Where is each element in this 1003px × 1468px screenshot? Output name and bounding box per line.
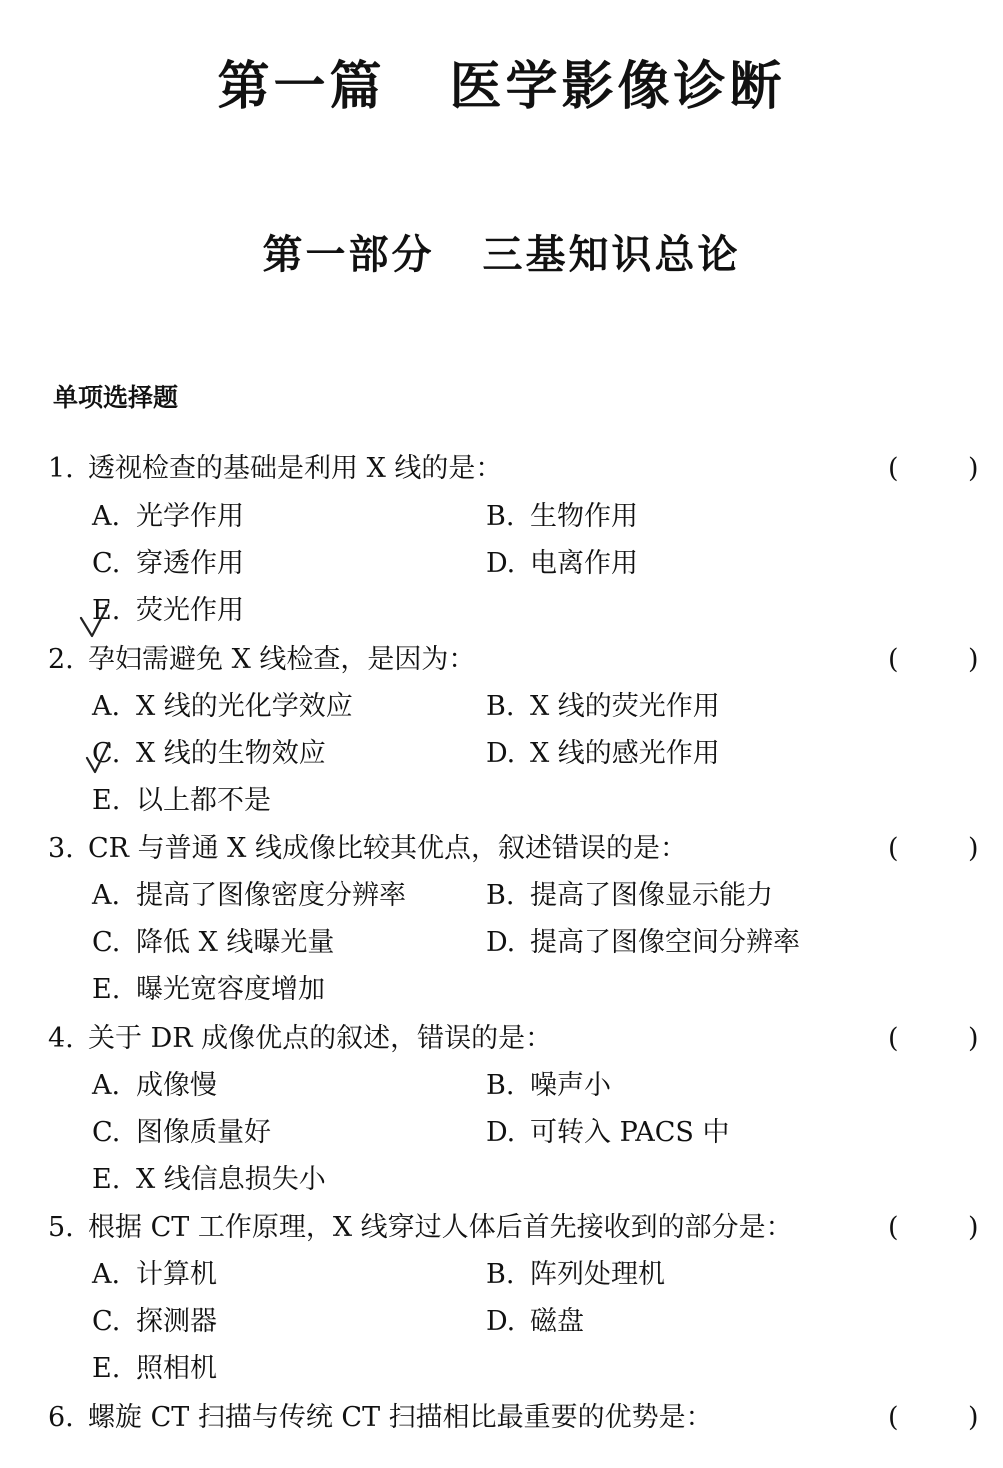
question-text: 关于 DR 成像优点的叙述，错误的是： (88, 1023, 553, 1054)
option-d: D. 提高了图像空间分辨率 (486, 927, 800, 958)
answer-blank[interactable]: ( ) (888, 453, 979, 484)
option-c: C. X 线的生物效应 (92, 738, 326, 769)
question-number: 6. (48, 1402, 74, 1433)
question-text: 螺旋 CT 扫描与传统 CT 扫描相比最重要的优势是： (88, 1402, 713, 1433)
page-title (0, 52, 1003, 122)
option-d: D. 磁盘 (486, 1306, 584, 1337)
answer-blank[interactable]: ( ) (888, 644, 979, 675)
option-d: D. 可转入 PACS 中 (486, 1117, 730, 1148)
option-e: E. 照相机 (92, 1353, 217, 1384)
question-text: 根据 CT 工作原理，X 线穿过人体后首先接收到的部分是： (88, 1212, 793, 1243)
option-d: D. 电离作用 (486, 548, 638, 579)
subtitle-part: 第一部分 (262, 231, 435, 278)
option-a: A. X 线的光化学效应 (92, 691, 353, 722)
option-b: B. 提高了图像显示能力 (486, 880, 773, 911)
option-c: C. 探测器 (92, 1306, 217, 1337)
question-3 (0, 826, 1003, 872)
page-subtitle (0, 225, 1003, 285)
answer-blank[interactable]: ( ) (888, 1402, 979, 1433)
subtitle-text: 三基知识总论 (482, 231, 741, 278)
question-number: 2. (48, 644, 74, 675)
section-heading: 单项选择题 (53, 383, 179, 412)
answer-blank[interactable]: ( ) (888, 833, 979, 864)
option-b: B. 阵列处理机 (486, 1259, 665, 1290)
question-text: 透视检查的基础是利用 X 线的是： (88, 453, 503, 484)
option-d: D. X 线的感光作用 (486, 738, 720, 769)
title-text: 医学影像诊断 (449, 57, 786, 117)
question-4 (0, 1016, 1003, 1062)
question-number: 4. (48, 1023, 74, 1054)
question-number: 5. (48, 1212, 74, 1243)
question-1 (0, 446, 1003, 492)
answer-blank[interactable]: ( ) (888, 1212, 979, 1243)
option-e: E. X 线信息损失小 (92, 1164, 326, 1195)
option-c: C. 穿透作用 (92, 548, 244, 579)
option-e: E. 以上都不是 (92, 785, 271, 816)
handwritten-check-icon (84, 740, 114, 776)
option-a: A. 光学作用 (92, 501, 244, 532)
question-text: CR 与普通 X 线成像比较其优点，叙述错误的是： (88, 833, 687, 864)
question-number: 3. (48, 833, 74, 864)
question-6 (0, 1395, 1003, 1441)
option-a: A. 计算机 (92, 1259, 217, 1290)
option-c: C. 降低 X 线曝光量 (92, 927, 335, 958)
option-a: A. 成像慢 (92, 1070, 217, 1101)
option-a: A. 提高了图像密度分辨率 (92, 880, 406, 911)
option-b: B. 噪声小 (486, 1070, 611, 1101)
question-number: 1. (48, 453, 74, 484)
answer-blank[interactable]: ( ) (888, 1023, 979, 1054)
option-e: E. 荧光作用 (92, 595, 244, 626)
question-text: 孕妇需避免 X 线检查，是因为： (88, 644, 476, 675)
title-part: 第一篇 (217, 57, 386, 117)
question-2 (0, 637, 1003, 683)
option-b: B. X 线的荧光作用 (486, 691, 720, 722)
option-e: E. 曝光宽容度增加 (92, 974, 325, 1005)
option-b: B. 生物作用 (486, 501, 638, 532)
option-c: C. 图像质量好 (92, 1117, 271, 1148)
handwritten-check-icon (78, 602, 118, 642)
question-5 (0, 1205, 1003, 1251)
